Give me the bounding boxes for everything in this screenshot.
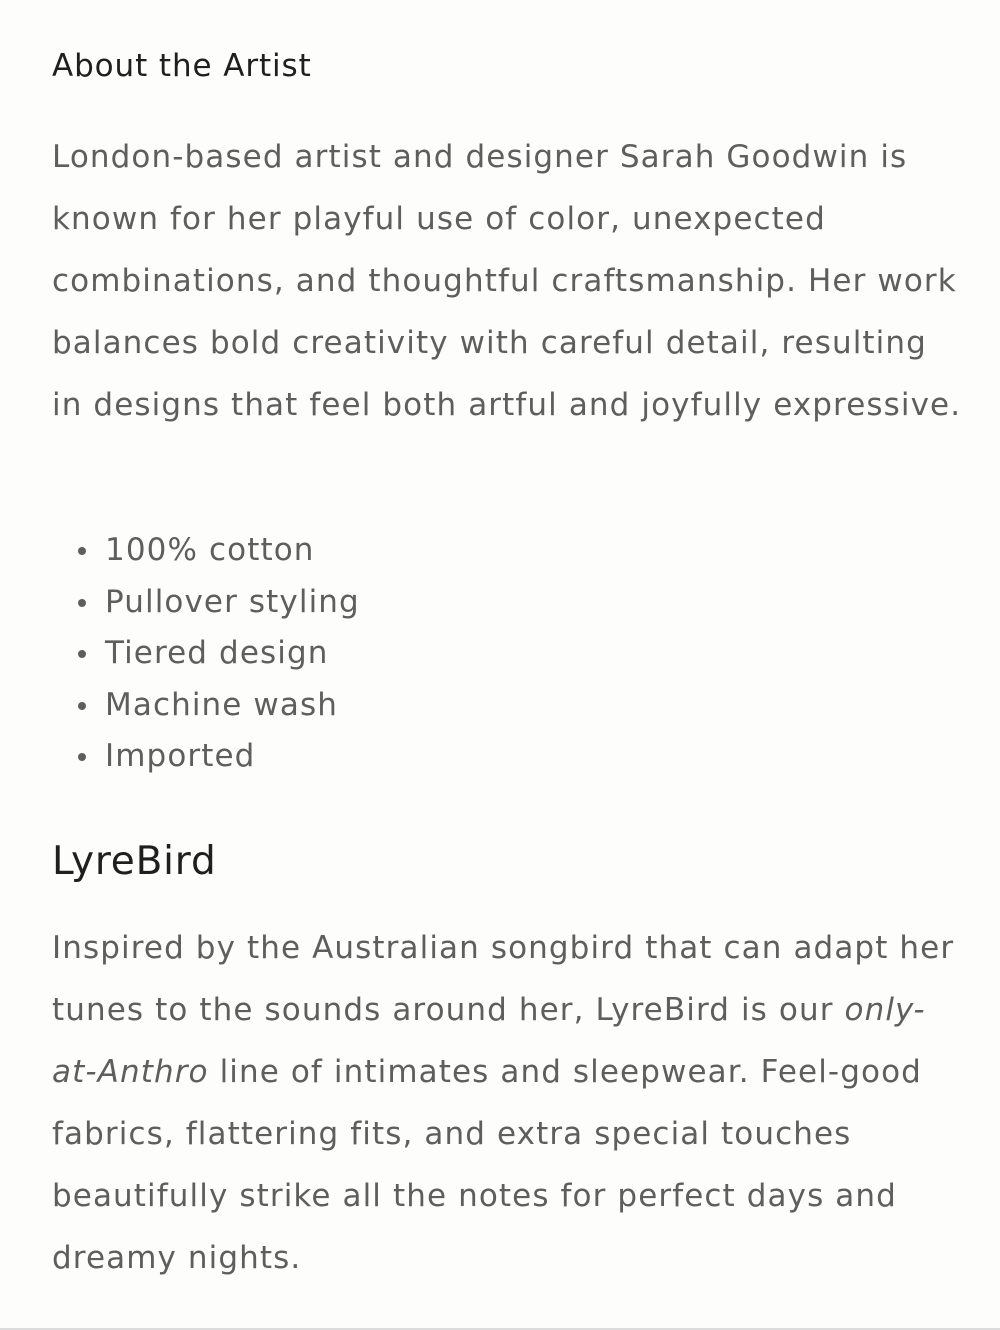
feature-label: 100% cotton <box>105 532 315 568</box>
feature-item <box>52 577 360 629</box>
bullet-icon <box>78 753 86 761</box>
feature-item <box>52 680 360 732</box>
feature-item <box>52 525 360 577</box>
bullet-icon <box>78 599 86 607</box>
brand-paragraph-rest: line of intimates and sleepwear. Feel-good fabrics, flattering fits, and extra special touches beautifully strike all the notes for perfect days and dreamy nights. <box>52 1054 922 1276</box>
bullet-icon <box>78 702 86 710</box>
about-artist-paragraph: London-based artist and designer Sarah Goodwin is known for her playful use of color, unexpected combinations, and thoughtful craftsmanship. Her work balances bold creativity with careful detail, resulting in designs that feel both artful and joyfully expressive. <box>52 139 962 423</box>
bullet-icon <box>78 547 86 555</box>
brand-paragraph <box>52 917 962 1289</box>
bullet-icon <box>78 650 86 658</box>
feature-label: Imported <box>105 738 256 774</box>
feature-label: Pullover styling <box>105 583 360 620</box>
feature-item <box>52 731 360 783</box>
feature-item <box>52 628 360 680</box>
feature-label: Tiered design <box>105 635 329 671</box>
feature-label: Machine wash <box>105 686 338 723</box>
feature-list <box>52 525 360 783</box>
brand-paragraph-emphasis: only-at-Anthro <box>52 992 926 1090</box>
brand-paragraph-intro: Inspired by the Australian songbird that can adapt her tunes to the sounds around her, LyreBird is our <box>52 930 955 1028</box>
brand-heading: LyreBird <box>52 839 217 884</box>
about-artist-heading: About the Artist <box>52 48 312 84</box>
